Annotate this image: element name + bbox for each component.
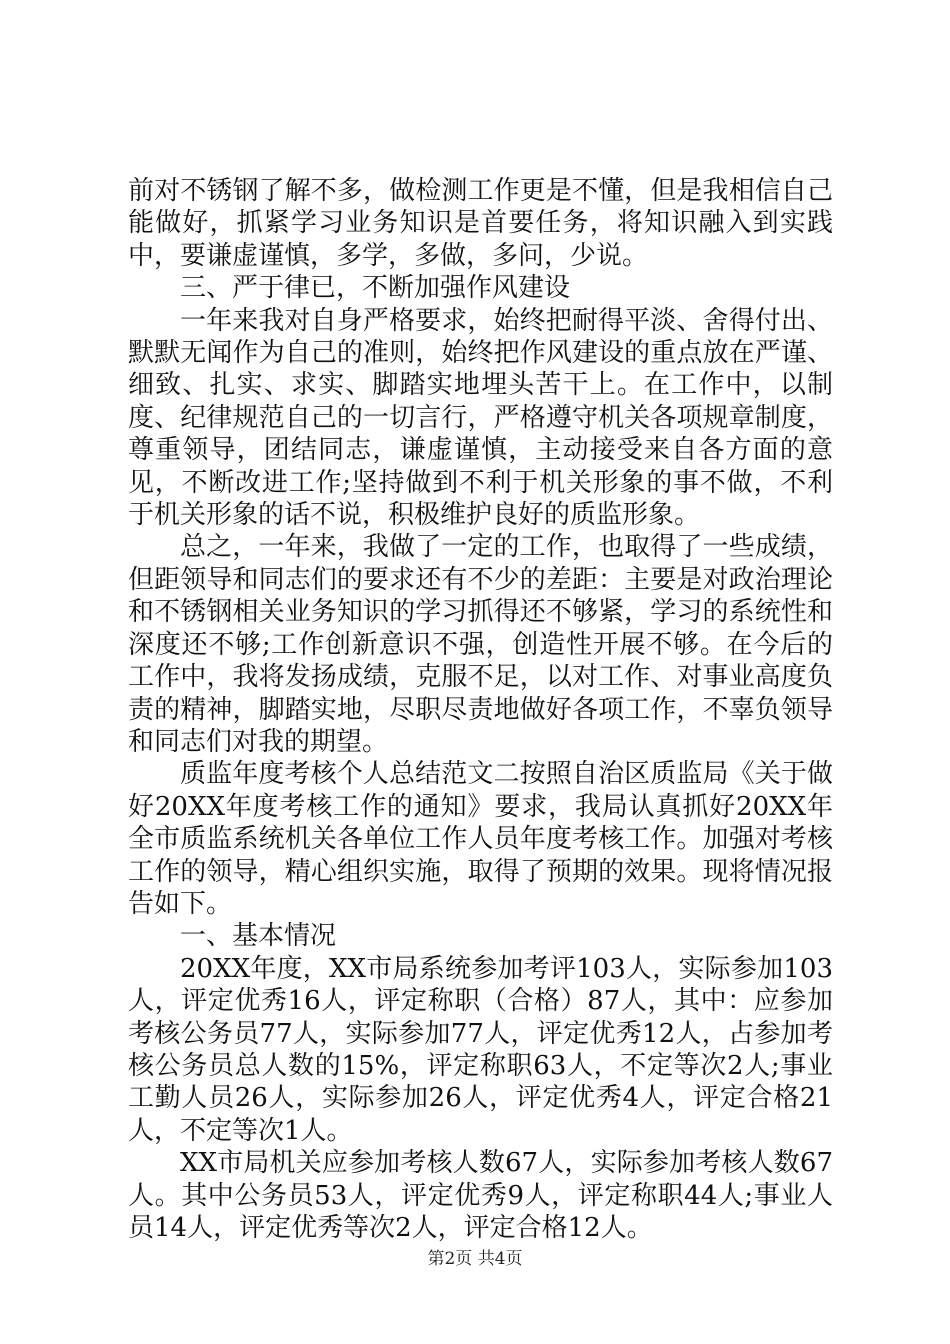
document-body — [128, 175, 833, 1244]
paragraph-bureau-stats: XX市局机关应参加考核人数67人，实际参加考核人数67人。其中公务员53人，评定优秀9人，评定称职44人;事业人员14人，评定优秀等次2人，评定合格12人。 — [128, 1148, 833, 1243]
paragraph-example-two-intro: 质监年度考核个人总结范文二按照自治区质监局《关于做好20XX年度考核工作的通知》要求，我局认真抓好20XX年全市质监系统机关各单位工作人员年度考核工作。加强对考核工作的领导，精心组织实施，取得了预期的效果。现将情况报告如下。 — [128, 759, 833, 919]
paragraph-continuation: 前对不锈钢了解不多，做检测工作更是不懂，但是我相信自己能做好，抓紧学习业务知识是首要任务，将知识融入到实践中，要谦虚谨慎，多学，多做，多问，少说。 — [128, 176, 833, 271]
section-heading-1: 一、基本情况 — [180, 921, 337, 952]
paragraph-summary: 总之，一年来，我做了一定的工作，也取得了一些成绩，但距领导和同志们的要求还有不少的差距：主要是对政治理论和不锈钢相关业务知识的学习抓得还不够紧，学习的系统性和深度还不够;工作创新意识不强，创造性开展不够。在今后的工作中，我将发扬成绩，克服不足，以对工作、对事业高度负责的精神，脚踏实地，尽职尽责地做好各项工作，不辜负领导和同志们对我的期望。 — [128, 532, 833, 757]
paragraph-basic-stats: 20XX年度，XX市局系统参加考评103人，实际参加103人，评定优秀16人，评定称职（合格）87人，其中：应参加考核公务员77人，实际参加77人，评定优秀12人，占参加考核公务员总人数的15%，评定称职63人，不定等次2人;事业工勤人员26人，实际参加26人，评定优秀4人，评定合格21人，不定等次1人。 — [128, 953, 833, 1146]
section-heading-3: 三、严于律已，不断加强作风建设 — [180, 273, 571, 304]
paragraph-work-style: 一年来我对自身严格要求，始终把耐得平淡、舍得付出、默默无闻作为自己的准则，始终把作风建设的重点放在严谨、细致、扎实、求实、脚踏实地埋头苦干上。在工作中，以制度、纪律规范自己的一切言行，严格遵守机关各项规章制度，尊重领导，团结同志，谦虚谨慎，主动接受来自各方面的意见，不断改进工作;坚持做到不利于机关形象的事不做，不利于机关形象的话不说，积极维护良好的质监形象。 — [128, 305, 833, 531]
page-footer: 第2页 共4页 — [427, 1249, 523, 1269]
